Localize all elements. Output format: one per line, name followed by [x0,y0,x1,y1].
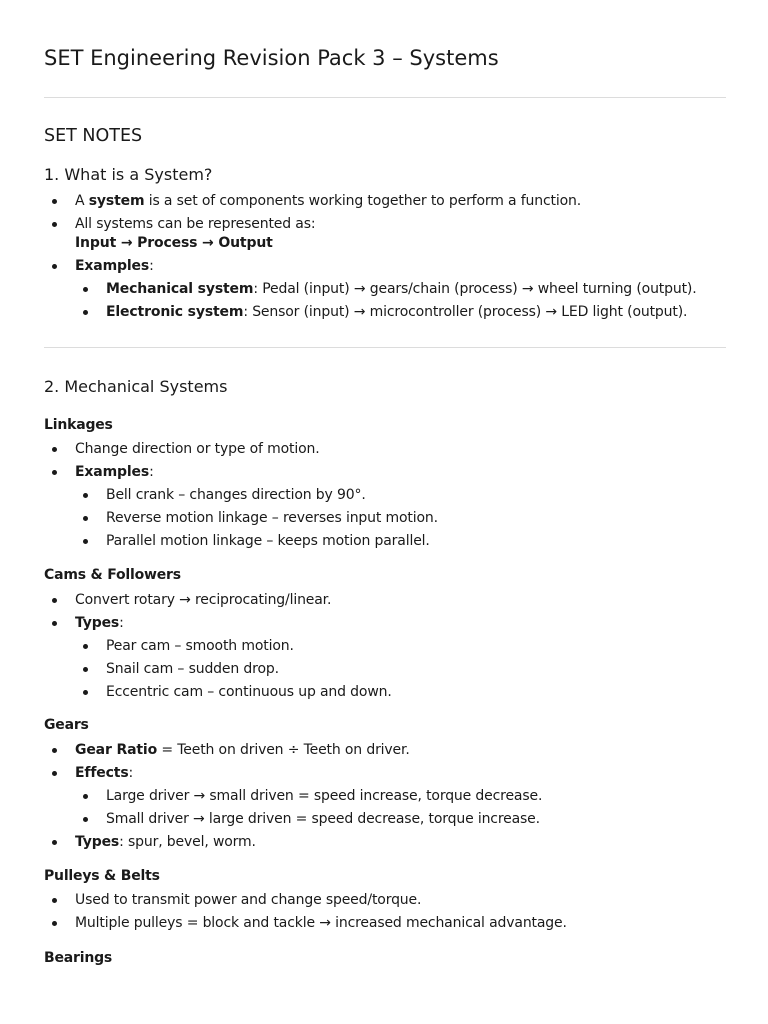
list-item: All systems can be represented as: [44,213,726,236]
sub-list-item: Pear cam – smooth motion. [44,635,726,658]
sub-list-item: Eccentric cam – continuous up and down. [44,681,726,704]
sub-list-item: Reverse motion linkage – reverses input motion. [44,507,726,530]
pulleys-list [44,889,726,935]
list-item-continuation: Input → Process → Output [75,235,273,251]
list-item: Gear Ratio = Teeth on driven ÷ Teeth on driver. [44,739,726,762]
sub-list-item: Bell crank – changes direction by 90°. [44,484,726,507]
list-item: Used to transmit power and change speed/torque. [44,889,726,912]
sub-list-item: Snail cam – sudden drop. [44,658,726,681]
gears-list [44,739,726,854]
list-item: A system is a set of components working together to perform a function. [44,190,726,213]
subheading-bearings: Bearings [44,950,113,966]
subheading-pulleys: Pulleys & Belts [44,868,160,884]
list-item: Change direction or type of motion. [44,438,726,461]
sub-list-item: Electronic system: Sensor (input) → microcontroller (process) → LED light (output). [44,301,726,324]
subheading-gears: Gears [44,717,89,733]
list-item: Types: [44,612,726,635]
divider [44,97,726,98]
list-item: Effects: [44,762,726,785]
list-item: Examples: [44,461,726,484]
subheading-linkages: Linkages [44,417,113,433]
sub-list-item: Small driver → large driven = speed decrease, torque increase. [44,808,726,831]
sub-list-item: Large driver → small driven = speed increase, torque decrease. [44,785,726,808]
notes-heading: SET NOTES [44,126,143,146]
section-heading-system: 1. What is a System? [44,165,213,184]
subheading-cams: Cams & Followers [44,567,181,583]
system-list [44,190,726,324]
section-heading-mechanical: 2. Mechanical Systems [44,377,228,396]
list-item: Multiple pulleys = block and tackle → increased mechanical advantage. [44,912,726,935]
list-item: Examples: [44,255,726,278]
document-title: SET Engineering Revision Pack 3 – Systems [44,46,499,70]
cams-list [44,589,726,704]
sub-list-item: Parallel motion linkage – keeps motion parallel. [44,530,726,553]
sub-list-item: Mechanical system: Pedal (input) → gears/chain (process) → wheel turning (output). [44,278,726,301]
linkages-list [44,438,726,553]
divider [44,347,726,348]
list-item: Convert rotary → reciprocating/linear. [44,589,726,612]
list-item: Types: spur, bevel, worm. [44,831,726,854]
